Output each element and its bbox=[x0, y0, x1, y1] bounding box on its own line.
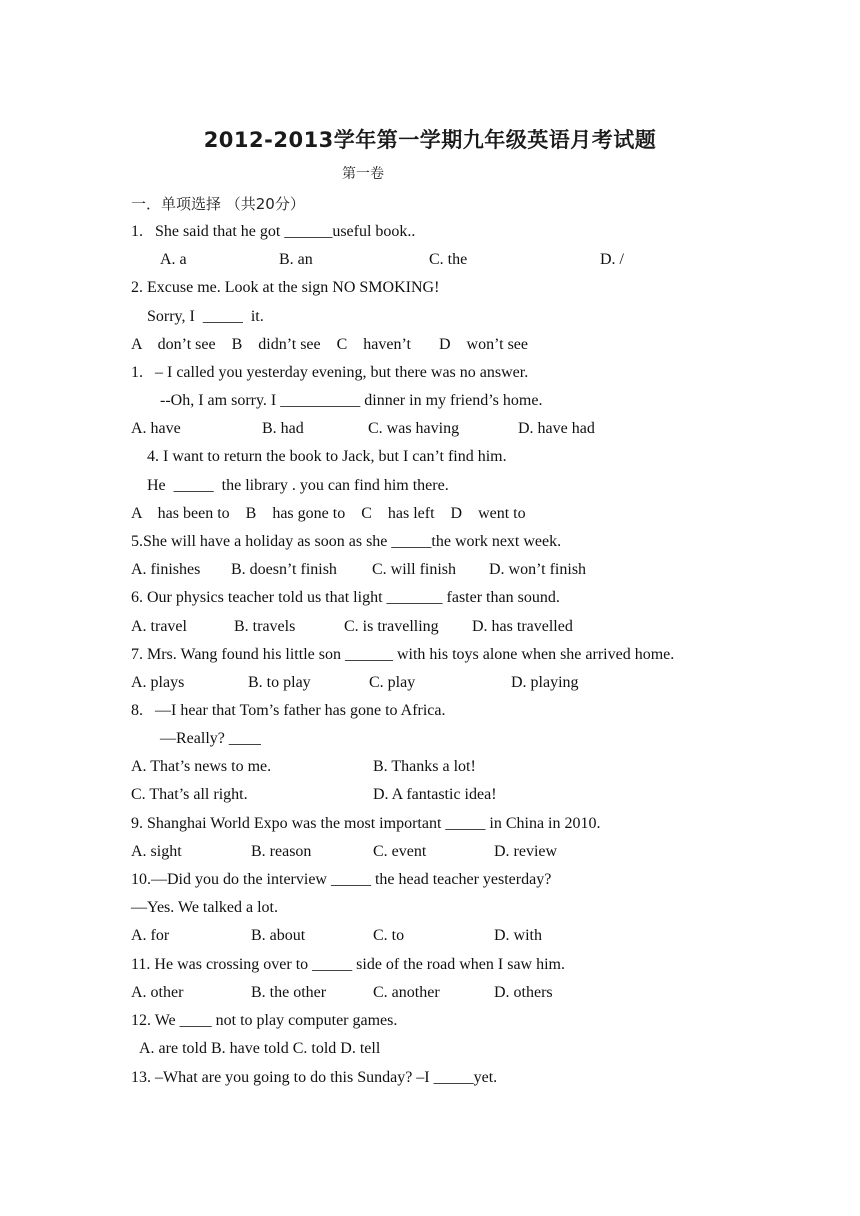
section-heading: 一．单项选择 （共20分） bbox=[131, 195, 305, 213]
question-line: 6. Our physics teacher told us that light _______ faster than sound. bbox=[131, 589, 560, 606]
question-line: C. the bbox=[429, 251, 468, 268]
question-line: 1. She said that he got ______useful book.. bbox=[131, 223, 416, 240]
question-line: A. travel bbox=[131, 618, 187, 635]
question-line: D. review bbox=[494, 843, 558, 860]
question-line: A don’t see B didn’t see C haven’t D won’t see bbox=[131, 336, 528, 353]
question-line: 10.—Did you do the interview _____ the head teacher yesterday? bbox=[131, 871, 552, 888]
question-line: 7. Mrs. Wang found his little son ______ with his toys alone when she arrived home. bbox=[131, 646, 675, 663]
question-line: —Yes. We talked a lot. bbox=[131, 899, 278, 916]
question-line: 11. He was crossing over to _____ side of the road when I saw him. bbox=[131, 956, 565, 973]
question-line: 5.She will have a holiday as soon as she _____the work next week. bbox=[131, 533, 562, 550]
question-line: A. plays bbox=[131, 674, 185, 691]
question-line: 8. —I hear that Tom’s father has gone to Africa. bbox=[131, 702, 446, 719]
question-line: A. That’s news to me. bbox=[131, 758, 272, 775]
exam-title: 2012-2013学年第一学期九年级英语月考试题 bbox=[203, 128, 657, 152]
question-line: C. to bbox=[373, 927, 405, 944]
question-line: 4. I want to return the book to Jack, but I can’t find him. bbox=[147, 448, 507, 465]
question-line: 9. Shanghai World Expo was the most important _____ in China in 2010. bbox=[131, 815, 601, 832]
question-line: D. have had bbox=[518, 420, 595, 437]
question-line: C. is travelling bbox=[344, 618, 439, 635]
question-line: C. another bbox=[373, 984, 440, 1001]
part-heading: 第一卷 bbox=[342, 166, 384, 182]
question-line: D. with bbox=[494, 927, 542, 944]
question-line: He _____ the library . you can find him there. bbox=[147, 477, 449, 494]
question-line: 12. We ____ not to play computer games. bbox=[131, 1012, 398, 1029]
question-line: D. playing bbox=[511, 674, 579, 691]
question-line: A has been to B has gone to C has left D went to bbox=[131, 505, 526, 522]
question-line: A. other bbox=[131, 984, 184, 1001]
question-line: A. have bbox=[131, 420, 181, 437]
question-line: A. finishes bbox=[131, 561, 201, 578]
question-line: D. has travelled bbox=[472, 618, 573, 635]
question-line: 2. Excuse me. Look at the sign NO SMOKING! bbox=[131, 279, 440, 296]
question-line: A. are told B. have told C. told D. tell bbox=[139, 1040, 381, 1057]
question-line: D. others bbox=[494, 984, 553, 1001]
question-line: C. was having bbox=[368, 420, 460, 437]
question-line: C. will finish bbox=[372, 561, 457, 578]
question-line: —Really? ____ bbox=[160, 730, 261, 747]
question-line: B. an bbox=[279, 251, 313, 268]
question-line: --Oh, I am sorry. I __________ dinner in my friend’s home. bbox=[160, 392, 543, 409]
question-line: D. won’t finish bbox=[489, 561, 587, 578]
question-line: B. had bbox=[262, 420, 304, 437]
question-line: B. the other bbox=[251, 984, 327, 1001]
question-line: 1. – I called you yesterday evening, but there was no answer. bbox=[131, 364, 529, 381]
question-line: B. travels bbox=[234, 618, 296, 635]
question-line: C. That’s all right. bbox=[131, 786, 248, 803]
question-line: A. sight bbox=[131, 843, 182, 860]
question-line: C. event bbox=[373, 843, 427, 860]
question-line: B. doesn’t finish bbox=[231, 561, 337, 578]
question-line: Sorry, I _____ it. bbox=[147, 308, 264, 325]
question-line: A. a bbox=[160, 251, 187, 268]
question-line: A. for bbox=[131, 927, 170, 944]
question-line: B. reason bbox=[251, 843, 312, 860]
question-line: D. / bbox=[600, 251, 624, 268]
question-line: B. Thanks a lot! bbox=[373, 758, 476, 775]
question-line: C. play bbox=[369, 674, 416, 691]
question-line: B. to play bbox=[248, 674, 311, 691]
question-line: D. A fantastic idea! bbox=[373, 786, 497, 803]
question-line: B. about bbox=[251, 927, 306, 944]
question-line: 13. –What are you going to do this Sunday? –I _____yet. bbox=[131, 1069, 498, 1086]
